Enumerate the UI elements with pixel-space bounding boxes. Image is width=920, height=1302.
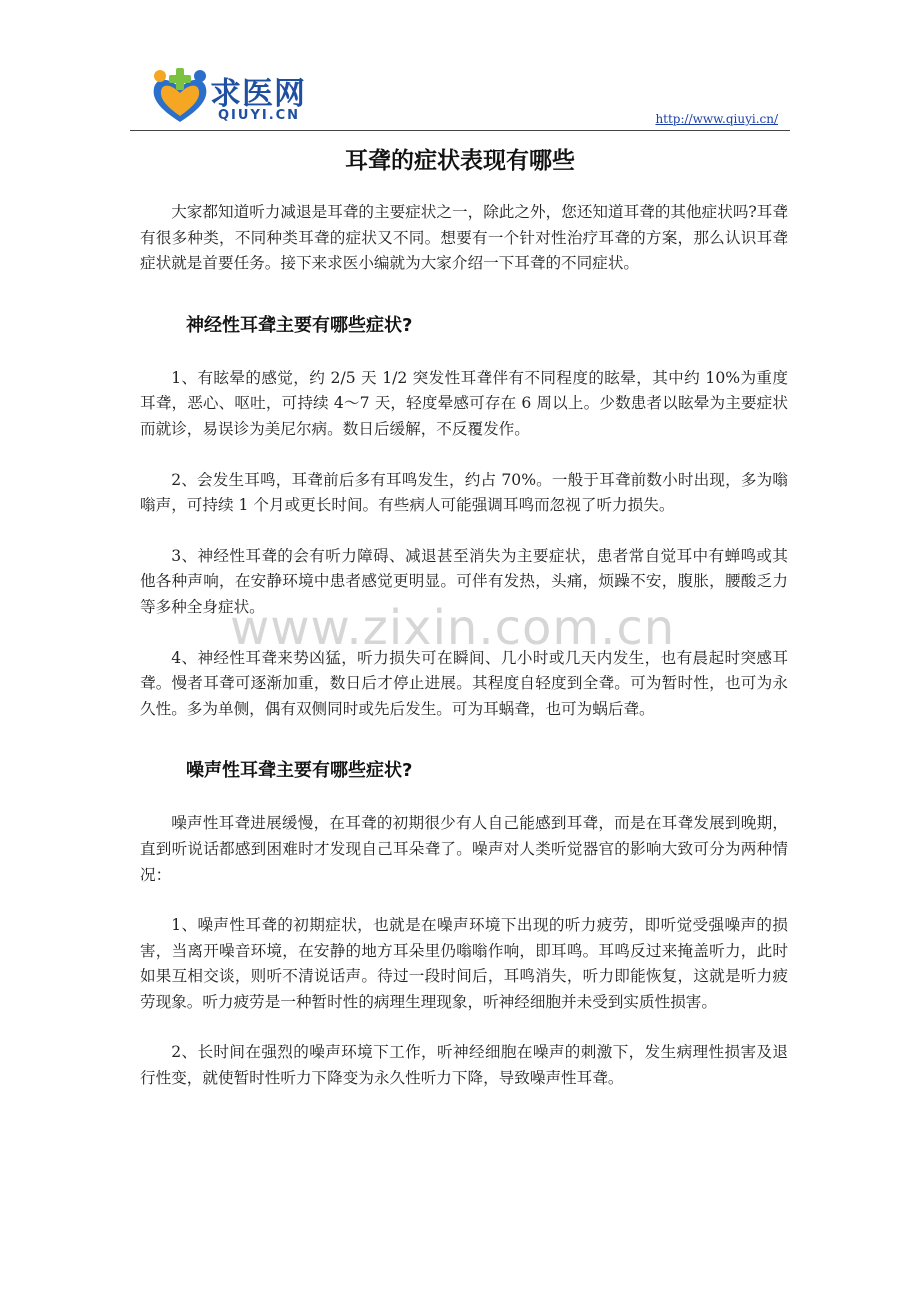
- article-body: [140, 200, 788, 1092]
- site-url-link[interactable]: http://www.qiuyi.cn/: [655, 112, 778, 126]
- qiuyi-logo[interactable]: [148, 66, 318, 128]
- noise-item-1: 1、噪声性耳聋的初期症状，也就是在噪声环境下出现的听力疲劳，即听觉受强噪声的损害，当离开噪音环境，在安静的地方耳朵里仍嗡嗡作响，即耳鸣。耳鸣反过来掩盖听力，此时如果互相交谈，则听不清说话声。待过一段时间后，耳鸣消失，听力即能恢复，这就是听力疲劳现象。听力疲劳是一种暂时性的病理生理现象，听神经细胞并未受到实质性损害。: [140, 916, 788, 1011]
- watermark: www.zixin.com.cn: [230, 600, 676, 656]
- logo-people-icon: [148, 66, 212, 128]
- neural-item-2: 2、会发生耳鸣，耳聋前后多有耳鸣发生，约占 70%。一般于耳聋前数小时出现，多为嗡嗡声，可持续 1 个月或更长时间。有些病人可能强调耳鸣而忽视了听力损失。: [140, 470, 788, 515]
- header-divider: [130, 130, 790, 131]
- logo-text: 求医网: [210, 76, 306, 112]
- intro-paragraph: 大家都知道听力减退是耳聋的主要症状之一，除此之外，您还知道耳聋的其他症状吗?耳聋有很多种类，不同种类耳聋的症状又不同。想要有一个针对性治疗耳聋的方案，那么认识耳聋症状就是首要任务。接下来求医小编就为大家介绍一下耳聋的不同症状。: [140, 203, 788, 273]
- noise-intro: 噪声性耳聋进展缓慢，在耳聋的初期很少有人自己能感到耳聋，而是在耳聋发展到晚期，直到听说话都感到困难时才发现自己耳朵聋了。噪声对人类听觉器官的影响大致可分为两种情况：: [140, 814, 788, 884]
- neural-item-4: 4、神经性耳聋来势凶猛，听力损失可在瞬间、几小时或几天内发生，也有晨起时突感耳聋。慢者耳聋可逐渐加重，数日后才停止进展。其程度自轻度到全聋。可为暂时性，也可为永久性。多为单侧，偶有双侧同时或先后发生。可为耳蜗聋，也可为蜗后聋。: [140, 648, 788, 718]
- logo-subtext: QIUYI.CN: [218, 108, 301, 123]
- neural-item-1: 1、有眩晕的感觉，约 2/5 天 1/2 突发性耳聋伴有不同程度的眩晕，其中约 10%为重度耳聋，恶心、呕吐，可持续 4～7 天，轻度晕感可存在 6 周以上。少数患者以眩晕为主要症状而就诊，易误诊为美尼尔病。数日后缓解，不反覆发作。: [140, 368, 788, 438]
- noise-item-2: 2、长时间在强烈的噪声环境下工作，听神经细胞在噪声的刺激下，发生病理性损害及退行性变，就使暂时性听力下降变为永久性听力下降，导致噪声性耳聋。: [140, 1043, 788, 1088]
- page-header: [130, 62, 790, 132]
- article-title: 耳聋的症状表现有哪些: [345, 148, 575, 174]
- section-heading-neural: 神经性耳聋主要有哪些症状?: [186, 314, 413, 336]
- section-heading-noise: 噪声性耳聋主要有哪些症状?: [186, 760, 413, 782]
- neural-item-3: 3、神经性耳聋的会有听力障碍、减退甚至消失为主要症状，患者常自觉耳中有蝉鸣或其他各种声响，在安静环境中患者感觉更明显。可伴有发热，头痛，烦躁不安，腹胀，腰酸乏力等多种全身症状。: [140, 546, 788, 616]
